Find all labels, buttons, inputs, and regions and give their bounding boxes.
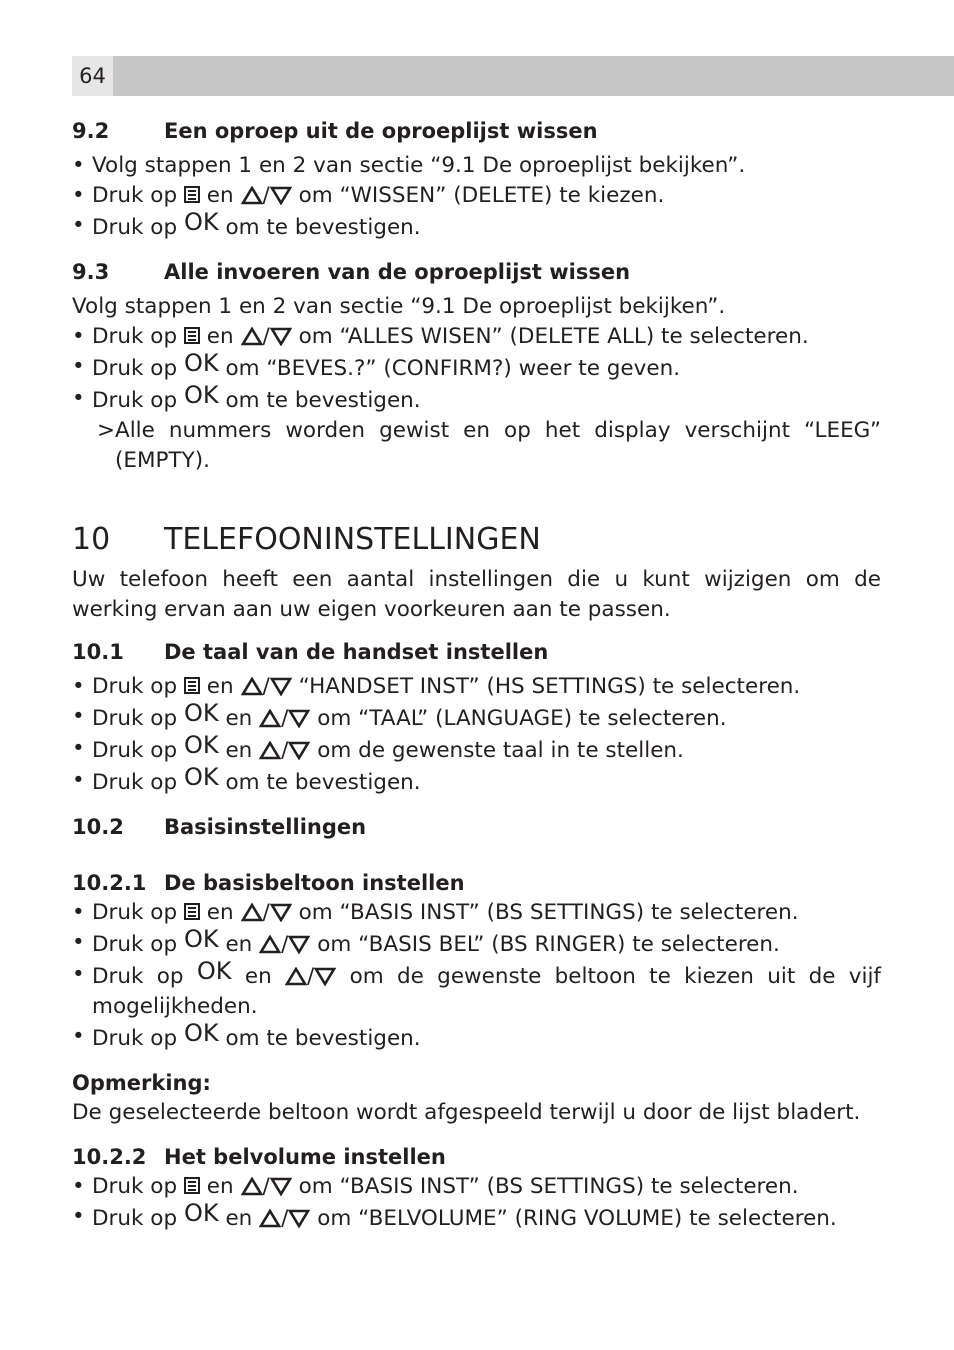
chapter-number: 10 [72,522,111,557]
item-text: om “BASIS BEL” (BS RINGER) te selecteren. [317,932,780,957]
up-arrow-key-icon [241,677,263,696]
slash: / [262,674,270,699]
item-text: Druk op [92,183,178,208]
item-text: om te bevestigen. [225,388,421,413]
down-arrow-key-icon [288,935,310,954]
list-item [72,957,881,1022]
note-title: Opmerking: [72,1071,211,1095]
ok-key-icon: OK [183,381,219,409]
list-item [72,322,881,352]
list-item [72,1199,881,1234]
section-title: Basisinstellingen [164,815,367,839]
section-number: 10.2.1 [72,871,147,895]
ok-key-icon: OK [183,1019,219,1047]
ok-key-icon: OK [183,763,219,791]
list-item [72,208,881,243]
item-text: om “BELVOLUME” (RING VOLUME) te selecteren. [317,1206,837,1231]
menu-key-icon [184,903,200,920]
up-arrow-key-icon [259,741,281,760]
down-arrow-key-icon [270,327,292,346]
slash: / [307,964,315,989]
result-item [72,416,881,476]
slash: / [262,900,270,925]
item-text: en [225,706,253,731]
page-content [72,116,881,1234]
item-text: Druk op [92,738,178,763]
list-item [72,349,881,384]
item-text: Druk op [92,674,178,699]
item-text: en [206,324,234,349]
list-item [72,763,881,798]
section-heading [72,637,881,667]
up-arrow-key-icon [259,1209,281,1228]
item-text: Druk op [92,324,178,349]
down-arrow-key-icon [288,709,310,728]
item-text: Druk op [92,932,178,957]
slash: / [281,738,289,763]
item-text: om “BEVES.?” (CONFIRM?) weer te geven. [225,356,681,381]
result-marker: > [97,418,116,443]
down-arrow-key-icon [270,903,292,922]
item-text: en [225,738,253,763]
down-arrow-key-icon [270,186,292,205]
item-text: Druk op [92,900,178,925]
paragraph: Volg stappen 1 en 2 van sectie “9.1 De oproeplijst bekijken”. [72,294,726,319]
up-arrow-key-icon [241,903,263,922]
item-text: en [206,674,234,699]
menu-key-icon [184,327,200,344]
section-number: 9.3 [72,260,110,284]
item-text: en [244,964,272,989]
list-item [72,1019,881,1054]
item-text: om te bevestigen. [225,215,421,240]
up-arrow-key-icon [241,1177,263,1196]
list-item [72,381,881,416]
up-arrow-key-icon [259,935,281,954]
up-arrow-key-icon [241,186,263,205]
down-arrow-key-icon [314,967,336,986]
section-title: De basisbeltoon instellen [164,871,465,895]
section-title: Het belvolume instellen [164,1145,446,1169]
item-text: Druk op [92,1206,178,1231]
ok-key-icon: OK [183,731,219,759]
item-text: om de gewenste beltoon te kiezen uit de vijf mogelijkheden. [92,964,881,1019]
item-text: Alle nummers worden gewist en op het display verschijnt “LEEG” (EMPTY). [115,418,881,473]
section-heading [72,257,881,287]
item-text: Druk op [92,388,178,413]
item-text: om te bevestigen. [225,770,421,795]
section-number: 10.2.2 [72,1145,147,1169]
item-text: en [206,1174,234,1199]
chapter-heading [72,520,881,560]
menu-key-icon [184,1177,200,1194]
note-text: De geselecteerde beltoon wordt afgespeeld terwijl u door de lijst bladert. [72,1100,861,1125]
list-item [72,731,881,766]
item-text: Druk op [92,1174,178,1199]
up-arrow-key-icon [259,709,281,728]
item-text: om “BASIS INST” (BS SETTINGS) te selecteren. [298,1174,799,1199]
item-text: Druk op [92,215,178,240]
down-arrow-key-icon [270,677,292,696]
list-item [72,151,881,181]
section-title: Een oproep uit de oproeplijst wissen [164,119,598,143]
list-item [72,1172,881,1202]
up-arrow-key-icon [241,327,263,346]
ok-key-icon: OK [183,1199,219,1227]
section-number: 10.2 [72,815,124,839]
slash: / [262,183,270,208]
header-bar [72,56,954,96]
item-text: om “TAAL” (LANGUAGE) te selecteren. [317,706,727,731]
item-text: Volg stappen 1 en 2 van sectie “9.1 De oproeplijst bekijken”. [92,153,746,178]
menu-key-icon [184,677,200,694]
down-arrow-key-icon [270,1177,292,1196]
item-text: en [206,900,234,925]
item-text: Druk op [92,706,178,731]
section-heading [72,1142,881,1172]
down-arrow-key-icon [288,1209,310,1228]
item-text: en [225,1206,253,1231]
item-text: Druk op [92,1026,178,1051]
chapter-title: TELEFOONINSTELLINGEN [164,522,541,557]
slash: / [262,1174,270,1199]
section-number: 9.2 [72,119,110,143]
paragraph: Uw telefoon heeft een aantal instellingen die u kunt wijzigen om de werking ervan aan uw eigen voorkeuren aan te passen. [72,567,881,622]
list-item [72,925,881,960]
list-item [72,181,881,211]
page-number: 64 [72,56,113,96]
slash: / [281,706,289,731]
menu-key-icon [184,186,200,203]
ok-key-icon: OK [183,699,219,727]
section-heading [72,116,881,146]
item-text: Druk op [92,964,184,989]
section-heading [72,812,881,842]
ok-key-icon: OK [196,957,232,985]
section-title: De taal van de handset instellen [164,640,549,664]
item-text: en [206,183,234,208]
item-text: Druk op [92,356,178,381]
section-number: 10.1 [72,640,124,664]
item-text: om “WISSEN” (DELETE) te kiezen. [298,183,665,208]
list-item [72,699,881,734]
item-text: om de gewenste taal in te stellen. [317,738,684,763]
item-text: Druk op [92,770,178,795]
item-text: “HANDSET INST” (HS SETTINGS) te selecteren. [298,674,801,699]
list-item [72,672,881,702]
slash: / [281,932,289,957]
ok-key-icon: OK [183,208,219,236]
slash: / [262,324,270,349]
section-title: Alle invoeren van de oproeplijst wissen [164,260,631,284]
ok-key-icon: OK [183,349,219,377]
item-text: en [225,932,253,957]
list-item [72,898,881,928]
down-arrow-key-icon [288,741,310,760]
item-text: om te bevestigen. [225,1026,421,1051]
section-heading [72,868,881,898]
slash: / [281,1206,289,1231]
item-text: om “ALLES WISEN” (DELETE ALL) te selecteren. [298,324,809,349]
up-arrow-key-icon [285,967,307,986]
item-text: om “BASIS INST” (BS SETTINGS) te selecteren. [298,900,799,925]
ok-key-icon: OK [183,925,219,953]
